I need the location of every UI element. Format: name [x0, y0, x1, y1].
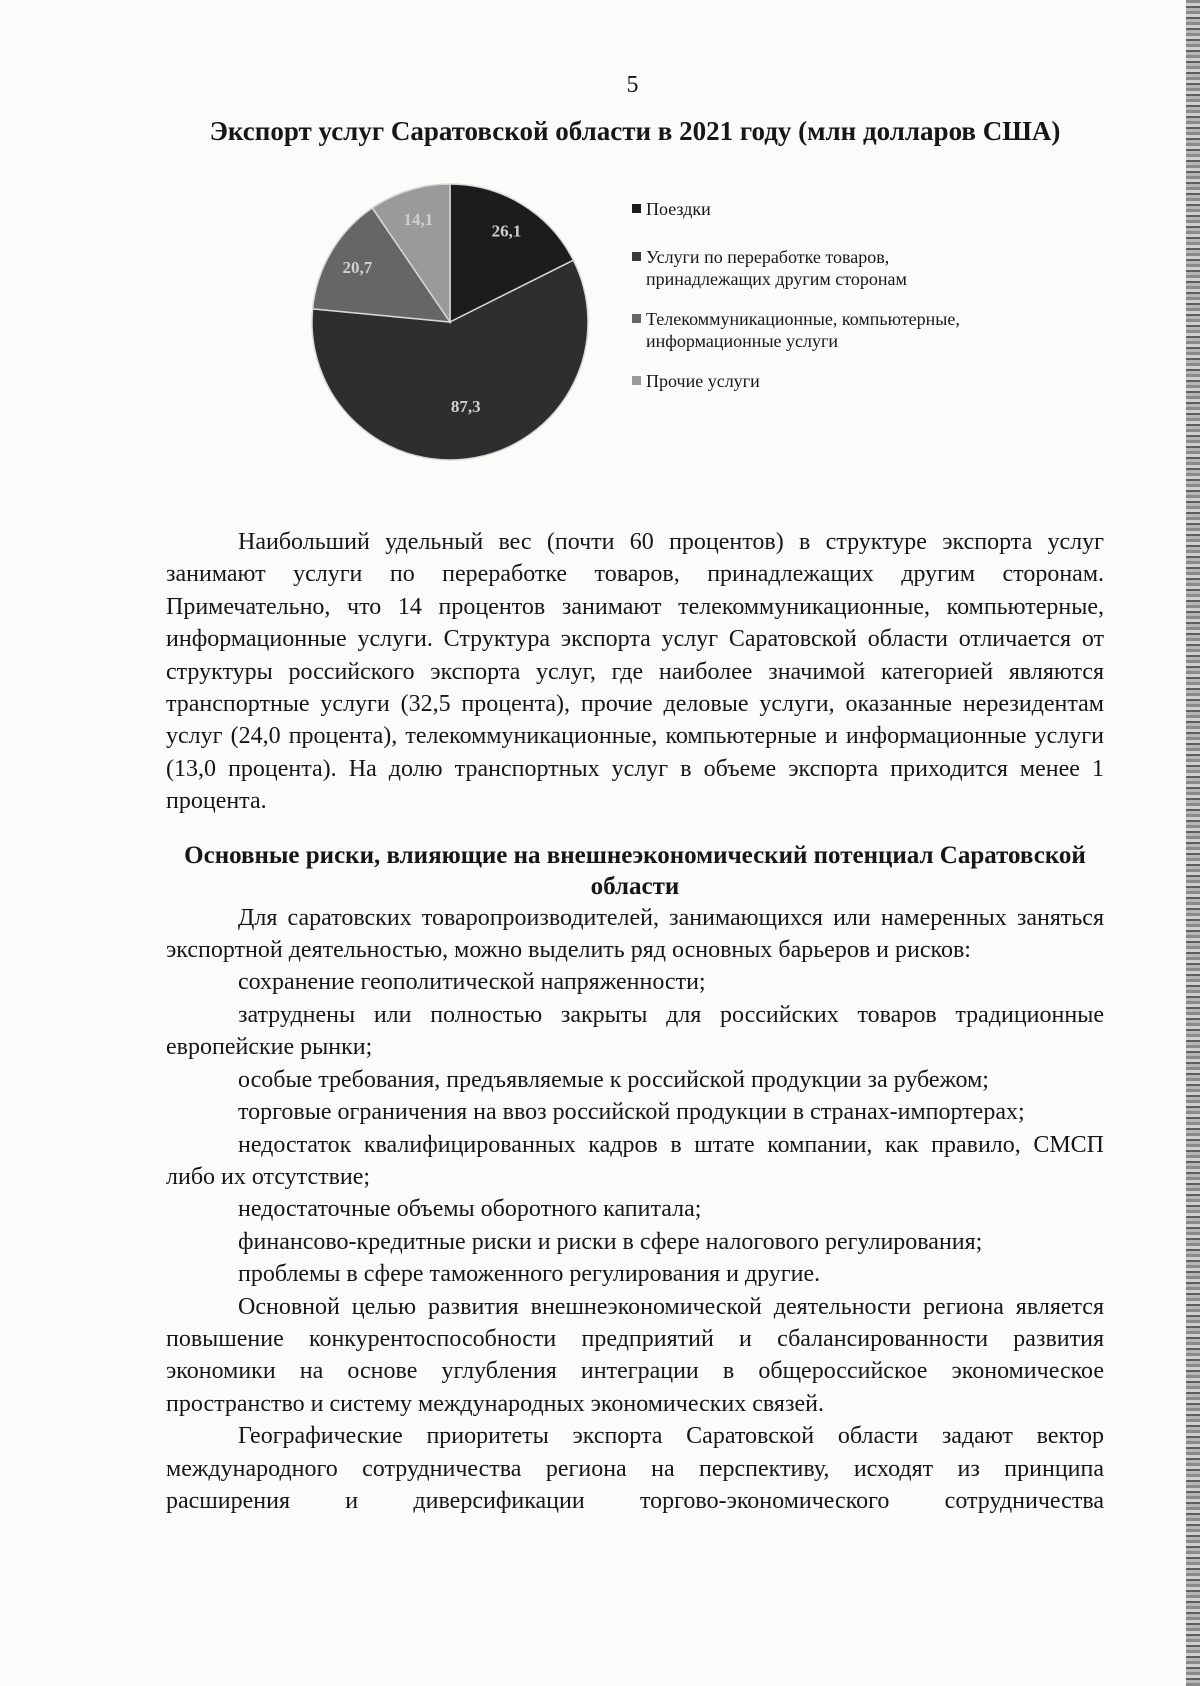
legend-swatch — [632, 252, 641, 261]
legend-label: принадлежащих другим сторонам — [646, 269, 907, 289]
pie-data-label: 20,7 — [342, 258, 373, 278]
pie-data-label: 14,1 — [403, 210, 434, 230]
legend-label: Прочие услуги — [646, 371, 760, 391]
legend-swatch — [632, 376, 641, 385]
document-body — [166, 526, 1104, 1517]
paragraph-export-structure: Наибольший удельный вес (почти 60 процентов) в структуре экспорта услуг занимают услуги по переработке товаров, принадлежащих другим сторонам. Примечательно, что 14 процентов занимают телекоммуникационные, компьютерные, информационные услуги. Структура экспорта услуг Саратовской области отличается от структуры российского экспорта услуг, где наиболее значимой категорией являются транспортные услуги (32,5 процента), прочие деловые услуги, оказанные нерезидентам услуг (24,0 процента), телекоммуникационные, компьютерные и информационные услуги (13,0 процента). На долю транспортных услуг в объеме экспорта приходится менее 1 процента. — [166, 529, 1104, 815]
risk-item: финансово-кредитные риски и риски в сфере налогового регулирования; — [238, 1228, 983, 1255]
legend-item-other — [632, 370, 1052, 392]
section-title: Основные риски, влияющие на внешнеэкономический потенциал Саратовской области — [184, 841, 1086, 900]
legend-label: информационные услуги — [646, 331, 839, 351]
risk-item: недостаточные объемы оборотного капитала; — [238, 1196, 702, 1223]
risk-item: торговые ограничения на ввоз российской продукции в странах-импортерах; — [238, 1099, 1025, 1126]
legend-label: Телекоммуникационные, компьютерные, — [646, 309, 960, 329]
paragraph-geographic-priorities: Географические приоритеты экспорта Саратовской области задают вектор международного сотрудничества региона на перспективу, исходят из принципа расширения и диверсификации торгово-экономического сотрудничества — [166, 1423, 1104, 1514]
pie-chart — [300, 172, 600, 472]
pie-data-label: 26,1 — [491, 221, 522, 241]
chart-legend — [632, 198, 1052, 410]
legend-item-processing — [632, 246, 1052, 290]
paragraph-risks-intro: Для саратовских товаропроизводителей, занимающихся или намеренных заняться экспортной деятельностью, можно выделить ряд основных барьеров и рисков: — [166, 904, 1104, 964]
risk-item: недостаток квалифицированных кадров в штате компании, как правило, СМСП либо их отсутствие; — [166, 1131, 1104, 1190]
legend-item-trips — [632, 198, 1052, 220]
legend-item-telecom — [632, 308, 1052, 352]
chart-title: Экспорт услуг Саратовской области в 2021 году (млн долларов США) — [209, 116, 1061, 146]
legend-label: Поездки — [646, 199, 711, 219]
page-number: 5 — [626, 72, 639, 98]
legend-swatch — [632, 314, 641, 323]
paragraph-main-goal: Основной целью развития внешнеэкономической деятельности региона является повышение конкурентоспособности предприятий и сбалансированности развития экономики на основе углубления интеграции в общероссийское экономическое пространство и систему международных экономических связей. — [166, 1293, 1104, 1417]
risk-item: затруднены или полностью закрыты для российских товаров традиционные европейские рынки; — [166, 1001, 1104, 1061]
legend-label: Услуги по переработке товаров, — [646, 247, 890, 267]
scan-edge — [1186, 0, 1200, 1686]
legend-swatch — [632, 204, 641, 213]
risk-item: сохранение геополитической напряженности; — [238, 969, 706, 996]
risk-item: особые требования, предъявляемые к российской продукции за рубежом; — [238, 1066, 989, 1093]
risk-item: проблемы в сфере таможенного регулирования и другие. — [238, 1261, 821, 1288]
pie-data-label: 87,3 — [450, 397, 481, 417]
